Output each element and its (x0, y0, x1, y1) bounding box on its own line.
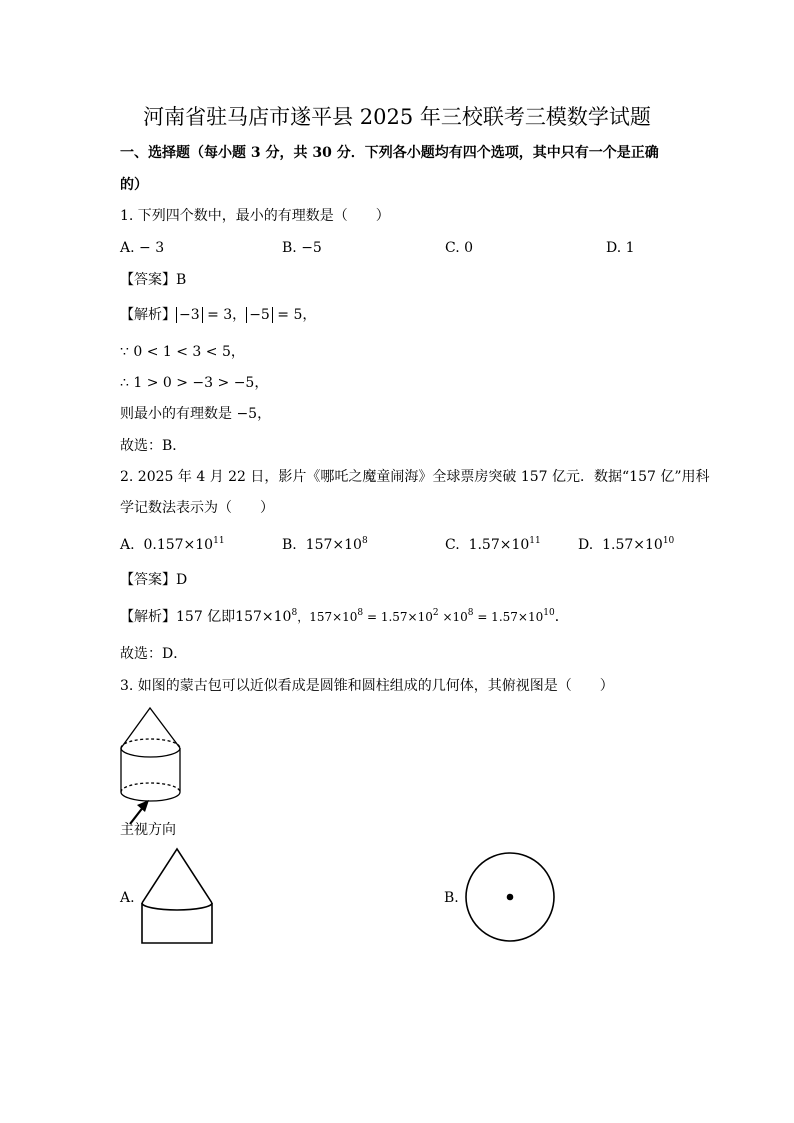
q3-option-b-label: B. (444, 890, 459, 906)
abs-value-result: = 5， (272, 307, 317, 323)
analysis-label: 【解析】 (120, 609, 176, 625)
analysis-label: 【解析】 (120, 307, 176, 323)
q2-stem-line1: 2. 2025 年 4 月 22 日，影片《哪吒之魔童闹海》全球票房突破 157 亿元．数据“157 亿”用科 (120, 469, 710, 485)
analysis-exponent: 2 (432, 608, 439, 618)
option-exponent: 8 (361, 536, 368, 546)
q1-conclusion: 则最小的有理数是 −5， (120, 406, 272, 422)
option-label: D. (578, 537, 594, 553)
q1-stem: 1. 下列四个数中，最小的有理数是（ ） (120, 208, 390, 224)
q3-option-a-label: A. (120, 890, 135, 906)
q3-option-b-figure (464, 852, 558, 946)
yurt-figure (110, 700, 200, 810)
option-value: 157×10 (305, 537, 362, 553)
q2-stem-line2: 学记数法表示为（ ） (120, 500, 274, 516)
q2-option-c (445, 535, 541, 555)
option-exponent: 11 (213, 536, 225, 546)
option-exponent: 10 (662, 536, 675, 546)
q1-option-a: A. − 3 (120, 240, 165, 256)
analysis-exponent: 8 (467, 608, 474, 618)
analysis-exponent: 10 (543, 608, 555, 618)
abs-value-expr: −5 (246, 307, 273, 323)
q2-option-d (578, 535, 674, 555)
q2-analysis (120, 607, 569, 627)
analysis-exponent: 8 (357, 608, 364, 618)
q1-option-b: B. −5 (282, 240, 322, 256)
cone-base-back (121, 739, 180, 748)
q1-choice: 故选：B． (120, 438, 187, 454)
view-direction-label: 主视方向 (120, 822, 176, 838)
cylinder-bottom-back (121, 783, 180, 792)
analysis-text: = 1.57×10 (363, 610, 433, 624)
q1-because: ∵ 0 < 1 < 3 < 5， (120, 344, 245, 360)
page-title: 河南省驻马店市遂平县 2025 年三校联考三模数学试题 (143, 105, 651, 129)
option-exponent: 11 (529, 536, 541, 546)
analysis-text: ，157×10 (297, 610, 358, 624)
q2-choice: 故选：D． (120, 646, 188, 662)
q1-therefore: ∴ 1 > 0 > −3 > −5， (120, 375, 269, 391)
section-heading-line1: 一、选择题（每小题 3 分，共 30 分．下列各小题均有四个选项，其中只有一个是正确 (120, 145, 659, 161)
option-value: 0.157×10 (143, 537, 214, 553)
analysis-text: ． (554, 609, 569, 625)
analysis-text: 157 亿即 (176, 609, 236, 625)
option-label: C. (445, 537, 460, 553)
q1-option-c: C. 0 (445, 240, 474, 256)
section-heading-line2: 的） (120, 177, 148, 193)
analysis-text: ×10 (438, 610, 468, 624)
option-label: B. (282, 537, 297, 553)
q3-option-a-figure (138, 845, 218, 947)
analysis-text: = 1.57×10 (473, 610, 544, 624)
analysis-text: 157×10 (235, 609, 292, 625)
q3-stem: 3. 如图的蒙古包可以近似看成是圆锥和圆柱组成的几何体，其俯视图是（ ） (120, 678, 614, 694)
cone-base-front (121, 748, 180, 757)
q1-answer: 【答案】B (120, 272, 187, 288)
center-dot (507, 894, 514, 901)
abs-value-result: = 3， (202, 307, 247, 323)
option-value: 1.57×10 (468, 537, 530, 553)
q2-option-a (120, 535, 225, 555)
q2-answer: 【答案】D (120, 572, 188, 588)
q1-analysis (120, 305, 316, 325)
q1-option-d: D. 1 (606, 240, 635, 256)
abs-value-expr: −3 (176, 307, 203, 323)
option-label: A. (120, 537, 135, 553)
analysis-exponent: 8 (291, 608, 298, 618)
q2-option-b (282, 535, 368, 555)
option-value: 1.57×10 (602, 537, 663, 553)
